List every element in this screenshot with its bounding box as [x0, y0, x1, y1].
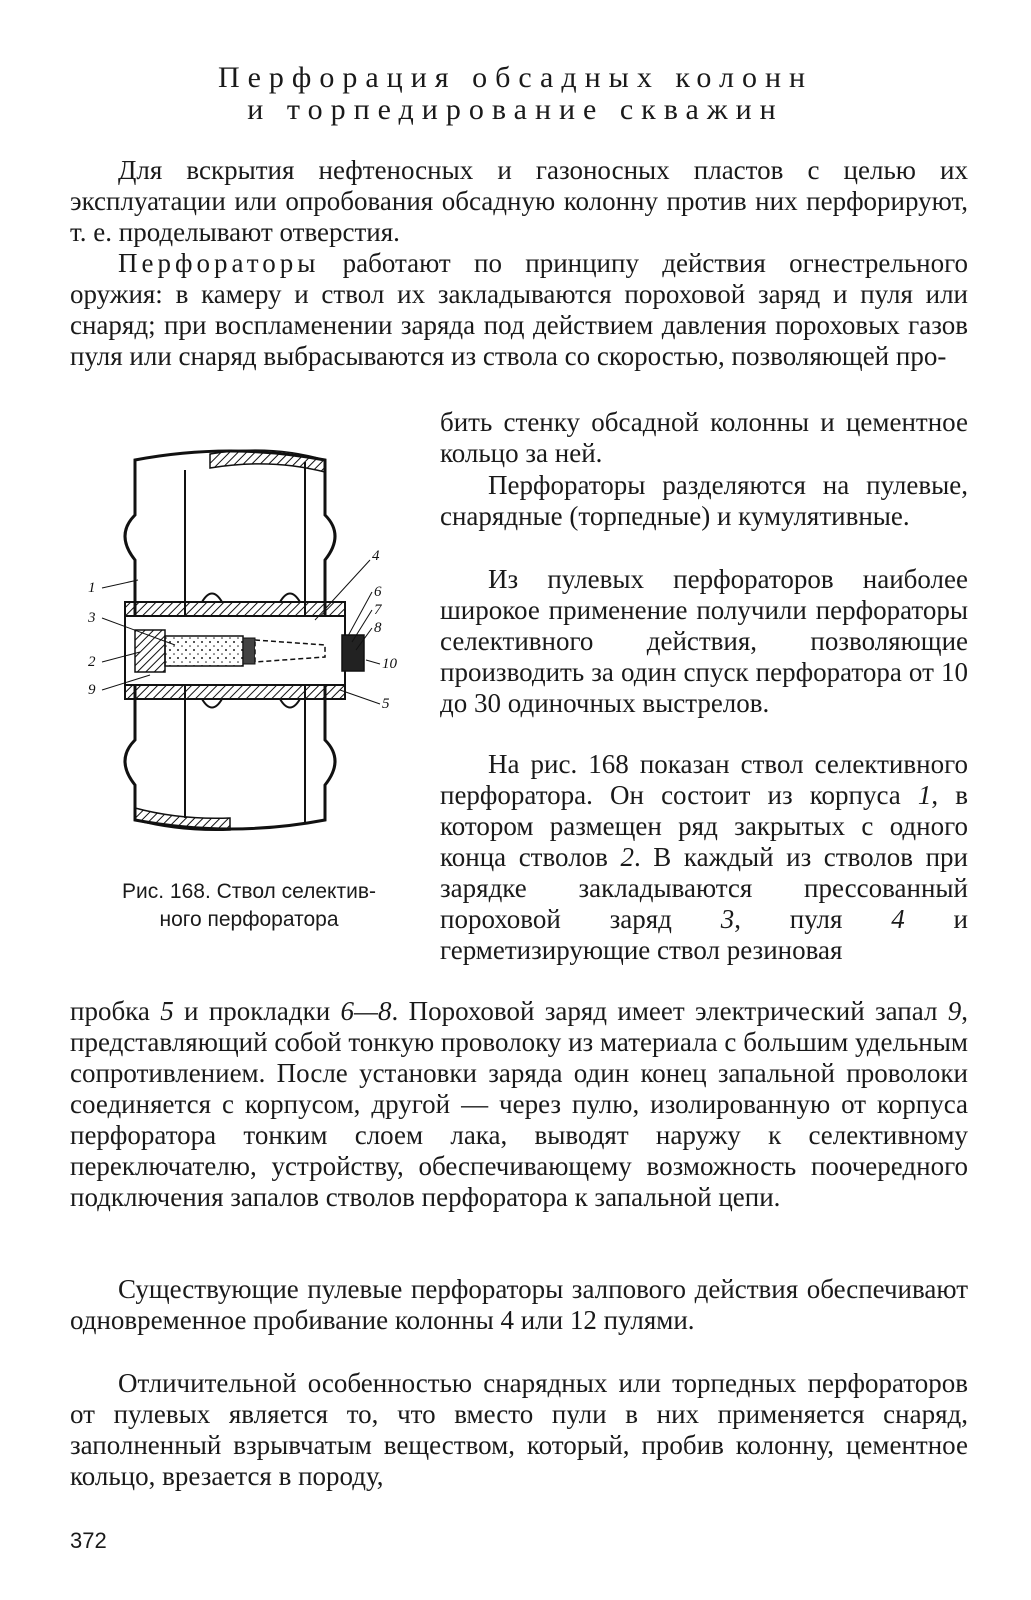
term-perforators: Перфораторы — [118, 248, 320, 278]
section-title-line2: и торпедирование скважин — [247, 93, 784, 126]
paragraph-2-text: работают по принципу действия огнестрельного оружия: в камеру и ствол их закладываются пороховой заряд и пуля или снаряд; при воспламенении заряда под действием давления пороховых газов пуля или снаряд выбрасываются из ствола со скоростью, позволяющей про- — [70, 248, 968, 371]
figure-caption-line1: Рис. 168. Ствол селектив- — [122, 880, 376, 903]
figure-label-6: 6 — [374, 584, 382, 600]
figure-label-10: 10 — [382, 656, 397, 672]
figure-label-4: 4 — [372, 548, 380, 564]
paragraph-8: Отличительной особенностью снарядных или торпедных перфораторов от пулевых является то, что вместо пули в них применяется снаряд, заполненный взрывчатым веществом, который, пробив колонну, цементное кольцо, врезается в породу, — [70, 1368, 968, 1491]
figure-caption — [68, 878, 430, 934]
paragraph-2 — [70, 248, 968, 372]
paragraph-3: Перфораторы разделяются на пулевые, снарядные (торпедные) и кумулятивные. — [440, 470, 968, 531]
paragraph-2-continued: бить стенку обсадной колонны и цементное кольцо за ней. — [440, 407, 968, 468]
figure-label-7: 7 — [374, 602, 382, 618]
paragraph-5: На рис. 168 показан ствол селективного перфоратора. Он состоит из корпуса 1, в котором размещен ряд закрытых с одного конца стволов 2. В каждый из стволов при зарядке закладываются прессованный пороховой заряд 3, пуля 4 и герметизирующие ствол резиновая — [440, 749, 969, 965]
figure-168-perforator-barrel — [80, 440, 420, 840]
figure-caption-line2: ного перфоратора — [159, 908, 339, 931]
paragraph-4: Из пулевых перфораторов наиболее широкое применение получили перфораторы селективного действия, позволяющие производить за один спуск перфоратора от 10 до 30 одиночных выстрелов. — [440, 564, 968, 718]
paragraph-6: пробка 5 и прокладки 6—8. Пороховой заряд имеет электрический запал 9, представляющий собой тонкую проволоку из материала с большим удельным сопротивлением. После установки заряда один конец запальной проволоки соединяется с корпусом, другой — через пулю, изолированную от корпуса перфоратора тонким слоем лака, выводят наружу к селективному переключателю, устройству, обеспечивающему возможность поочередного подключения запалов стволов перфоратора к запальной цепи. — [70, 996, 968, 1212]
figure-label-3: 3 — [88, 610, 96, 626]
section-title-line1: Перфорация обсадных колонн — [217, 61, 814, 94]
figure-label-1: 1 — [88, 580, 96, 596]
page-number: 372 — [70, 1528, 107, 1553]
paragraph-1: Для вскрытия нефтеносных и газоносных пластов с целью их эксплуатации или опробования обсадную колонну против них перфорируют, т. е. проделывают отверстия. — [70, 155, 968, 247]
paragraph-7: Существующие пулевые перфораторы залпового действия обеспечивают одновременное пробивание колонны 4 или 12 пулями. — [70, 1274, 968, 1335]
figure-label-2: 2 — [88, 654, 96, 670]
figure-label-8: 8 — [374, 620, 382, 636]
figure-label-9: 9 — [88, 682, 96, 698]
figure-label-5: 5 — [382, 696, 390, 712]
